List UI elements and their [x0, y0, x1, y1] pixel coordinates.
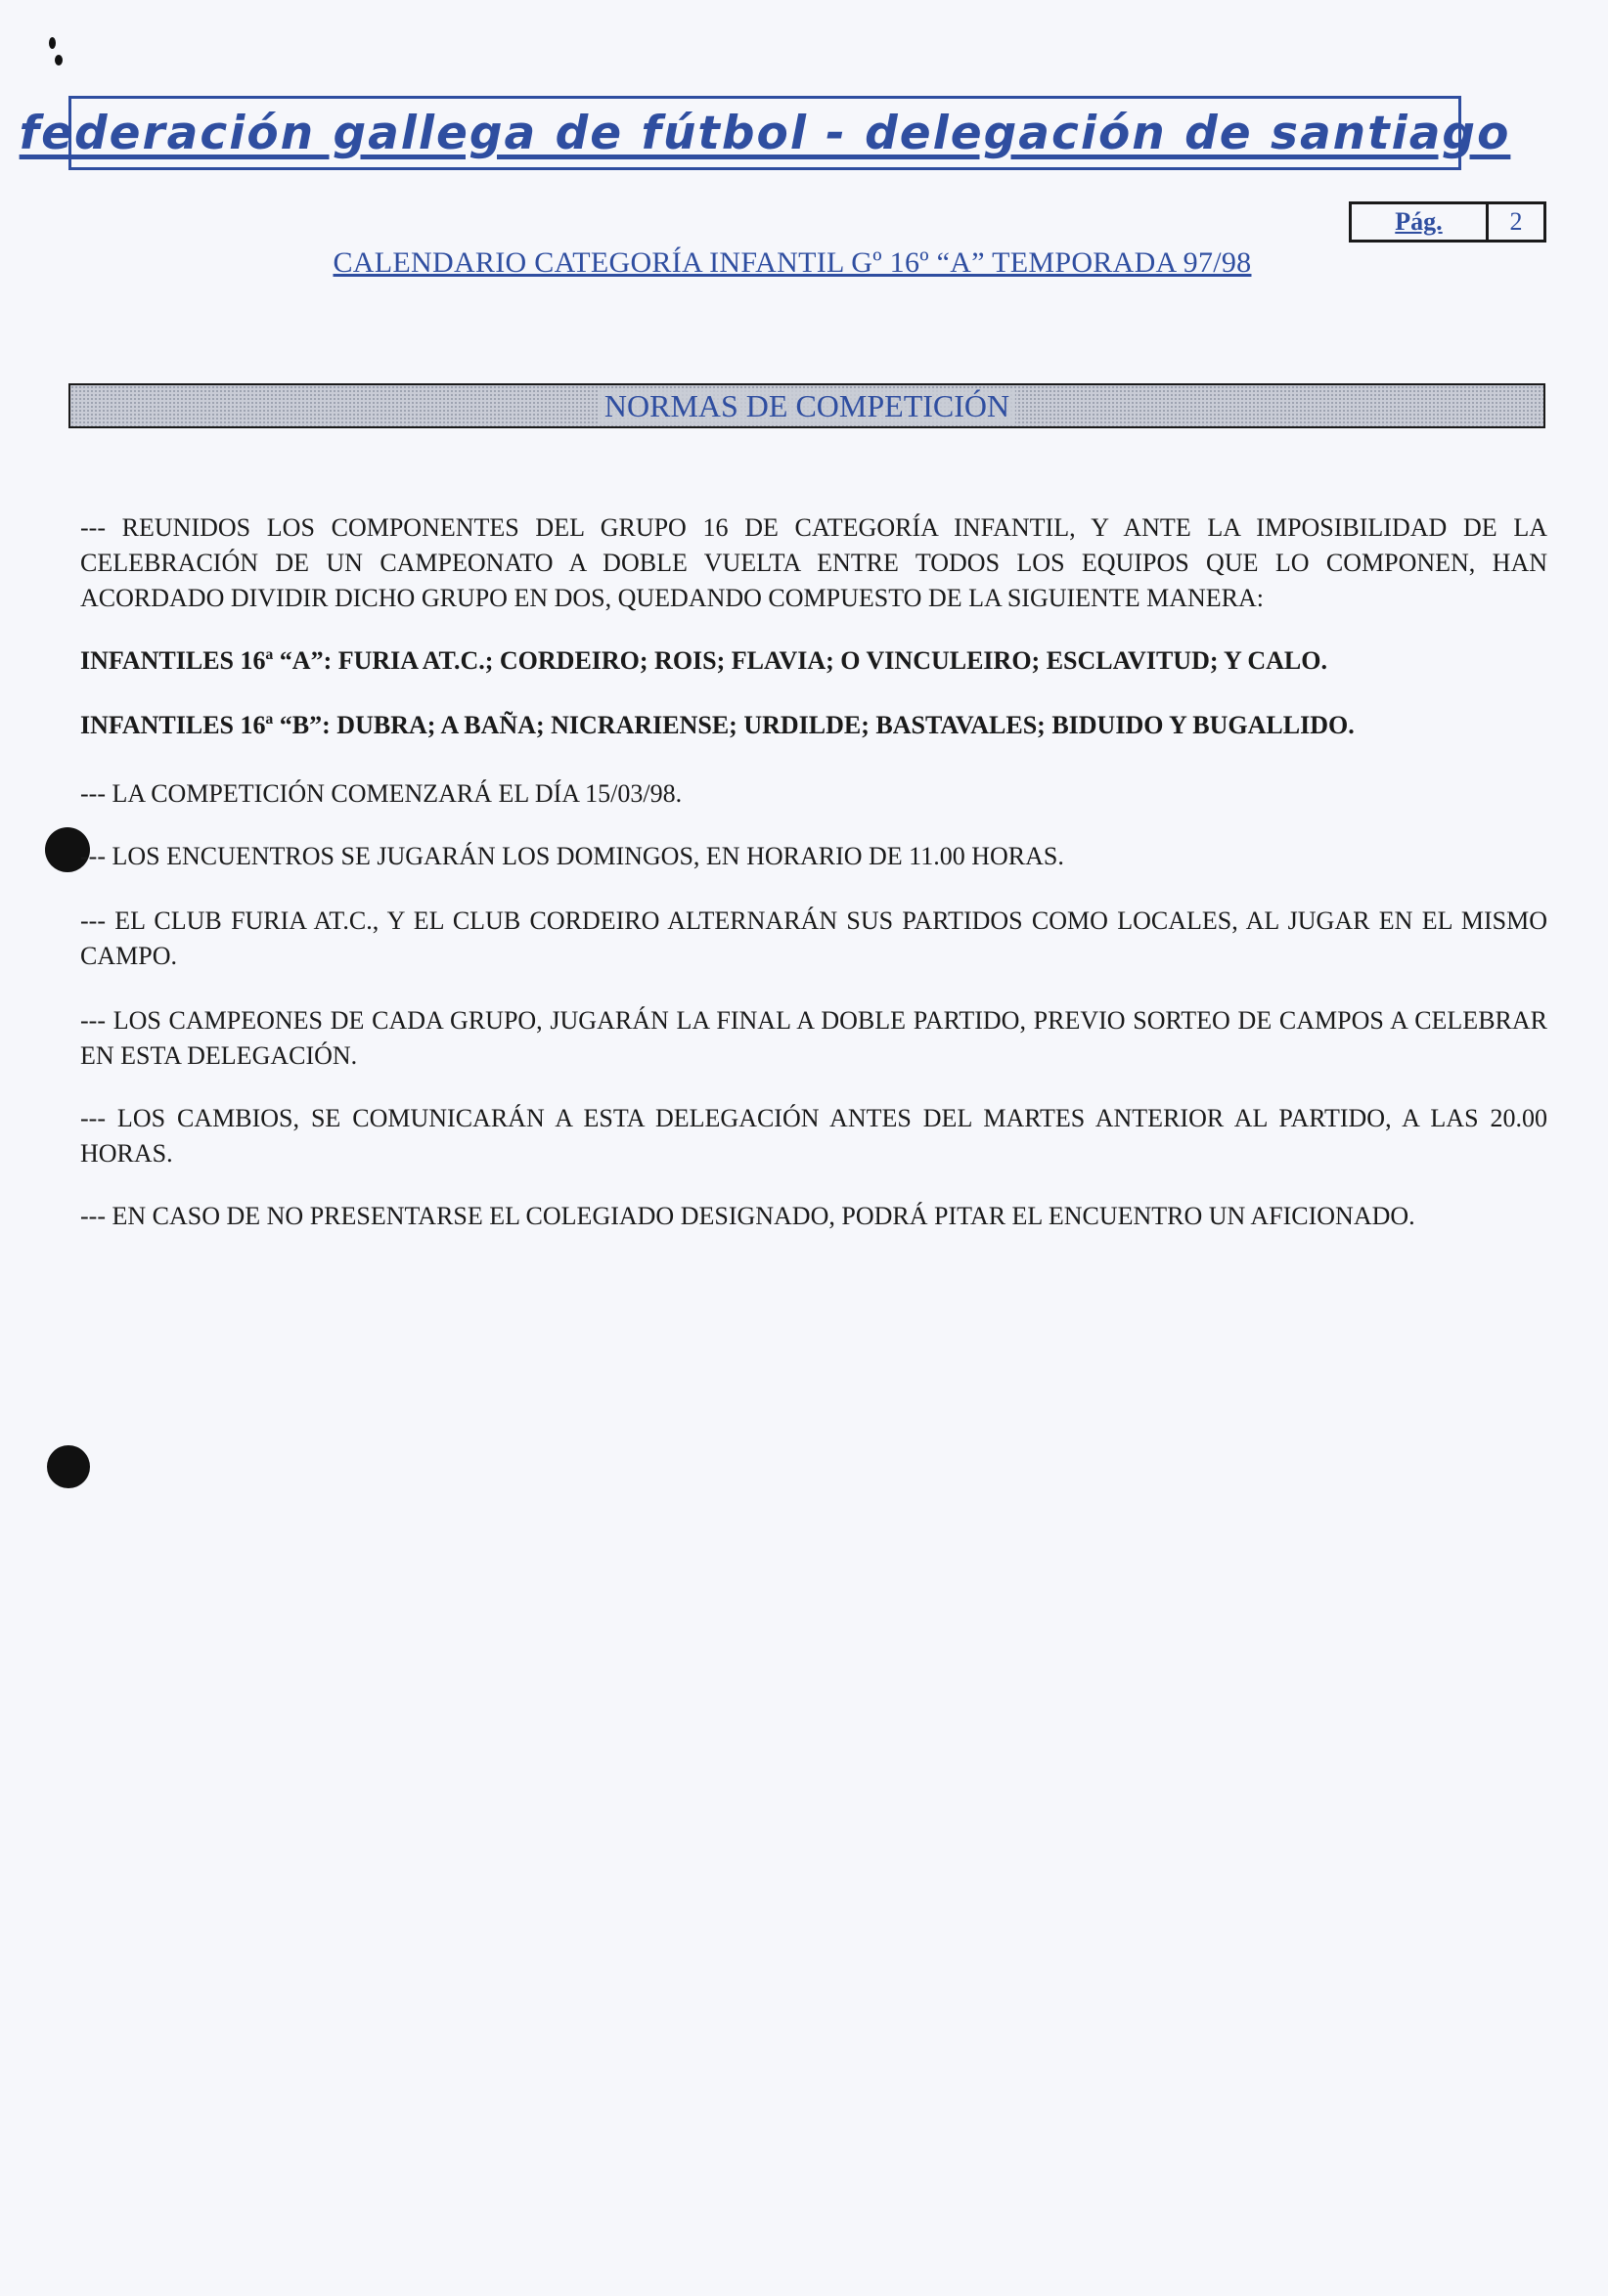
punch-hole-bottom: [47, 1445, 90, 1488]
page-number: 2: [1509, 207, 1523, 236]
federation-title: federación gallega de fútbol - delegación de santiago: [19, 106, 1511, 160]
rule-paragraph: --- LA COMPETICIÓN COMENZARÁ EL DÍA 15/03/98.: [80, 779, 683, 808]
scan-speck: [49, 37, 56, 49]
federation-header-box: [19, 96, 1511, 170]
group-b-list: INFANTILES 16ª “B”: DUBRA; A BAÑA; NICRARIENSE; URDILDE; BASTAVALES; BIDUIDO Y BUGALLIDO.: [80, 711, 1355, 739]
rule-paragraph: --- LOS ENCUENTROS SE JUGARÁN LOS DOMINGOS, EN HORARIO DE 11.00 HORAS.: [80, 842, 1064, 870]
section-title: NORMAS DE COMPETICIÓN: [599, 388, 1015, 424]
section-header-bar: [68, 383, 1545, 428]
rule-paragraph: --- EL CLUB FURIA AT.C., Y EL CLUB CORDEIRO ALTERNARÁN SUS PARTIDOS COMO LOCALES, AL JUGAR EN EL MISMO CAMPO.: [80, 906, 1547, 970]
page-label: Pág.: [1352, 204, 1489, 240]
rule-paragraph: --- REUNIDOS LOS COMPONENTES DEL GRUPO 16 DE CATEGORÍA INFANTIL, Y ANTE LA IMPOSIBILIDAD DE LA CELEBRACIÓN DE UN CAMPEONATO A DOBLE VUELTA ENTRE TODOS LOS EQUIPOS QUE LO COMPONEN, HAN ACORDADO DIVIDIR DICHO GRUPO EN DOS, QUEDANDO COMPUESTO DE LA SIGUIENTE MANERA:: [80, 513, 1547, 612]
rule-paragraph: --- EN CASO DE NO PRESENTARSE EL COLEGIADO DESIGNADO, PODRÁ PITAR EL ENCUENTRO UN AFICIONADO.: [80, 1202, 1415, 1230]
calendar-title: CALENDARIO CATEGORÍA INFANTIL Gº 16º “A” TEMPORADA 97/98: [333, 246, 1252, 279]
scan-speck: [55, 55, 63, 66]
rule-paragraph: --- LOS CAMPEONES DE CADA GRUPO, JUGARÁN LA FINAL A DOBLE PARTIDO, PREVIO SORTEO DE CAMPOS A CELEBRAR EN ESTA DELEGACIÓN.: [80, 1006, 1547, 1070]
rule-paragraph: --- LOS CAMBIOS, SE COMUNICARÁN A ESTA DELEGACIÓN ANTES DEL MARTES ANTERIOR AL PARTIDO, A LAS 20.00 HORAS.: [80, 1104, 1547, 1168]
group-a-list: INFANTILES 16ª “A”: FURIA AT.C.; CORDEIRO; ROIS; FLAVIA; O VINCULEIRO; ESCLAVITUD; Y CALO.: [80, 646, 1327, 675]
page-number-box: [1349, 201, 1546, 243]
